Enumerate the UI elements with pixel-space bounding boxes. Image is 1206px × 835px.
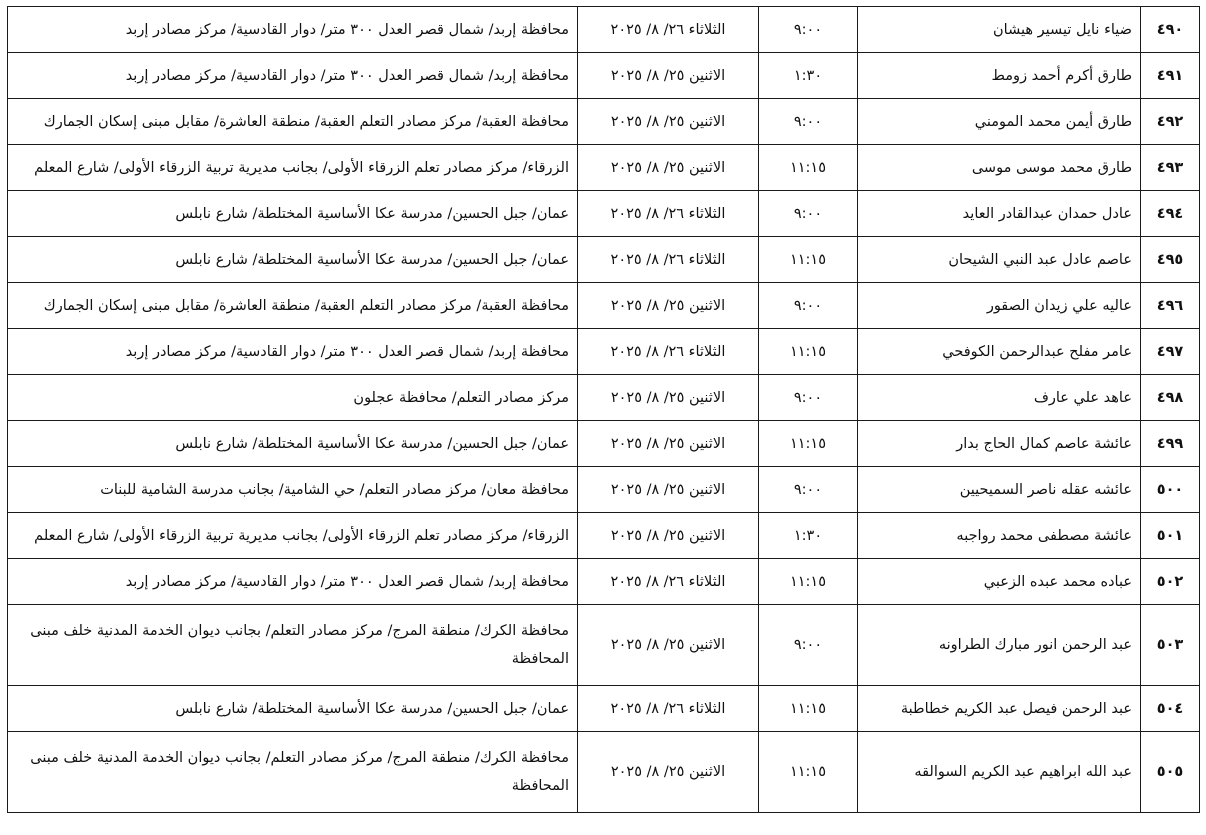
table-row [8,559,1200,605]
row-number-cell: ٤٩٧ [1141,329,1200,375]
date-cell: الثلاثاء ٢٦/ ٨/ ٢٠٢٥ [578,237,759,283]
time-cell: ١١:١٥ [759,686,858,732]
table-row [8,99,1200,145]
row-number-cell: ٥٠٠ [1141,467,1200,513]
date-cell: الاثنين ٢٥/ ٨/ ٢٠٢٥ [578,513,759,559]
row-number-cell: ٥٠٤ [1141,686,1200,732]
name-cell: طارق محمد موسى موسى [858,145,1141,191]
location-cell: الزرقاء/ مركز مصادر تعلم الزرقاء الأولى/ بجانب مديرية تربية الزرقاء الأولى/ شارع المعلم [8,513,578,559]
table-row [8,375,1200,421]
table-row [8,686,1200,732]
name-cell: عائشة عاصم كمال الحاج بدار [858,421,1141,467]
row-number-cell: ٤٩٠ [1141,7,1200,53]
location-cell: عمان/ جبل الحسين/ مدرسة عكا الأساسية المختلطة/ شارع نابلس [8,237,578,283]
location-cell: محافظة العقبة/ مركز مصادر التعلم العقبة/ منطقة العاشرة/ مقابل مبنى إسكان الجمارك [8,283,578,329]
table-row [8,145,1200,191]
date-cell: الاثنين ٢٥/ ٨/ ٢٠٢٥ [578,605,759,686]
name-cell: طارق أيمن محمد المومني [858,99,1141,145]
name-cell: عبد الرحمن فيصل عبد الكريم خطاطبة [858,686,1141,732]
location-cell: عمان/ جبل الحسين/ مدرسة عكا الأساسية المختلطة/ شارع نابلس [8,421,578,467]
date-cell: الثلاثاء ٢٦/ ٨/ ٢٠٢٥ [578,7,759,53]
date-cell: الاثنين ٢٥/ ٨/ ٢٠٢٥ [578,732,759,813]
name-cell: عاهد علي عارف [858,375,1141,421]
row-number-cell: ٥٠١ [1141,513,1200,559]
location-cell: عمان/ جبل الحسين/ مدرسة عكا الأساسية المختلطة/ شارع نابلس [8,686,578,732]
date-cell: الاثنين ٢٥/ ٨/ ٢٠٢٥ [578,375,759,421]
location-cell: محافظة إربد/ شمال قصر العدل ٣٠٠ متر/ دوار القادسية/ مركز مصادر إربد [8,53,578,99]
name-cell: ضياء نايل تيسير هيشان [858,7,1141,53]
location-cell: عمان/ جبل الحسين/ مدرسة عكا الأساسية المختلطة/ شارع نابلس [8,191,578,237]
date-cell: الثلاثاء ٢٦/ ٨/ ٢٠٢٥ [578,686,759,732]
row-number-cell: ٤٩٩ [1141,421,1200,467]
date-cell: الثلاثاء ٢٦/ ٨/ ٢٠٢٥ [578,329,759,375]
row-number-cell: ٤٩٣ [1141,145,1200,191]
table-row [8,421,1200,467]
table-row [8,237,1200,283]
table-row [8,605,1200,686]
time-cell: ١١:١٥ [759,145,858,191]
row-number-cell: ٤٩٦ [1141,283,1200,329]
time-cell: ٩:٠٠ [759,283,858,329]
time-cell: ٩:٠٠ [759,375,858,421]
name-cell: عاصم عادل عبد النبي الشيحان [858,237,1141,283]
date-cell: الثلاثاء ٢٦/ ٨/ ٢٠٢٥ [578,559,759,605]
location-cell: الزرقاء/ مركز مصادر تعلم الزرقاء الأولى/ بجانب مديرية تربية الزرقاء الأولى/ شارع المعلم [8,145,578,191]
time-cell: ٩:٠٠ [759,467,858,513]
name-cell: عبد الرحمن انور مبارك الطراونه [858,605,1141,686]
date-cell: الاثنين ٢٥/ ٨/ ٢٠٢٥ [578,421,759,467]
row-number-cell: ٤٩١ [1141,53,1200,99]
time-cell: ١١:١٥ [759,237,858,283]
time-cell: ١:٣٠ [759,53,858,99]
table-row [8,467,1200,513]
schedule-table-body [8,7,1200,813]
time-cell: ١١:١٥ [759,732,858,813]
name-cell: عائشه عقله ناصر السميحيين [858,467,1141,513]
name-cell: عامر مفلح عبدالرحمن الكوفحي [858,329,1141,375]
row-number-cell: ٤٩٢ [1141,99,1200,145]
table-row [8,329,1200,375]
time-cell: ٩:٠٠ [759,7,858,53]
row-number-cell: ٤٩٨ [1141,375,1200,421]
time-cell: ١١:١٥ [759,559,858,605]
time-cell: ١١:١٥ [759,421,858,467]
table-row [8,283,1200,329]
date-cell: الاثنين ٢٥/ ٨/ ٢٠٢٥ [578,283,759,329]
location-cell: محافظة معان/ مركز مصادر التعلم/ حي الشامية/ بجانب مدرسة الشامية للبنات [8,467,578,513]
name-cell: عبد الله ابراهيم عبد الكريم السوالقه [858,732,1141,813]
location-cell: محافظة إربد/ شمال قصر العدل ٣٠٠ متر/ دوار القادسية/ مركز مصادر إربد [8,559,578,605]
location-cell: محافظة العقبة/ مركز مصادر التعلم العقبة/ منطقة العاشرة/ مقابل مبنى إسكان الجمارك [8,99,578,145]
date-cell: الاثنين ٢٥/ ٨/ ٢٠٢٥ [578,145,759,191]
location-cell: محافظة إربد/ شمال قصر العدل ٣٠٠ متر/ دوار القادسية/ مركز مصادر إربد [8,329,578,375]
date-cell: الاثنين ٢٥/ ٨/ ٢٠٢٥ [578,467,759,513]
row-number-cell: ٤٩٥ [1141,237,1200,283]
name-cell: عاليه علي زيدان الصقور [858,283,1141,329]
date-cell: الثلاثاء ٢٦/ ٨/ ٢٠٢٥ [578,191,759,237]
time-cell: ١:٣٠ [759,513,858,559]
location-cell: محافظة الكرك/ منطقة المرج/ مركز مصادر التعلم/ بجانب ديوان الخدمة المدنية خلف مبنى المحافظة [8,732,578,813]
location-cell: محافظة الكرك/ منطقة المرج/ مركز مصادر التعلم/ بجانب ديوان الخدمة المدنية خلف مبنى المحافظة [8,605,578,686]
name-cell: عادل حمدان عبدالقادر العايد [858,191,1141,237]
row-number-cell: ٥٠٢ [1141,559,1200,605]
date-cell: الاثنين ٢٥/ ٨/ ٢٠٢٥ [578,99,759,145]
schedule-table [7,6,1200,813]
row-number-cell: ٥٠٥ [1141,732,1200,813]
location-cell: محافظة إربد/ شمال قصر العدل ٣٠٠ متر/ دوار القادسية/ مركز مصادر إربد [8,7,578,53]
table-row [8,7,1200,53]
time-cell: ٩:٠٠ [759,605,858,686]
table-row [8,732,1200,813]
name-cell: طارق أكرم أحمد زومط [858,53,1141,99]
table-row [8,53,1200,99]
date-cell: الاثنين ٢٥/ ٨/ ٢٠٢٥ [578,53,759,99]
row-number-cell: ٤٩٤ [1141,191,1200,237]
location-cell: مركز مصادر التعلم/ محافظة عجلون [8,375,578,421]
table-row [8,191,1200,237]
time-cell: ٩:٠٠ [759,99,858,145]
time-cell: ٩:٠٠ [759,191,858,237]
table-row [8,513,1200,559]
name-cell: عباده محمد عبده الزعبي [858,559,1141,605]
time-cell: ١١:١٥ [759,329,858,375]
name-cell: عائشة مصطفى محمد رواجبه [858,513,1141,559]
row-number-cell: ٥٠٣ [1141,605,1200,686]
